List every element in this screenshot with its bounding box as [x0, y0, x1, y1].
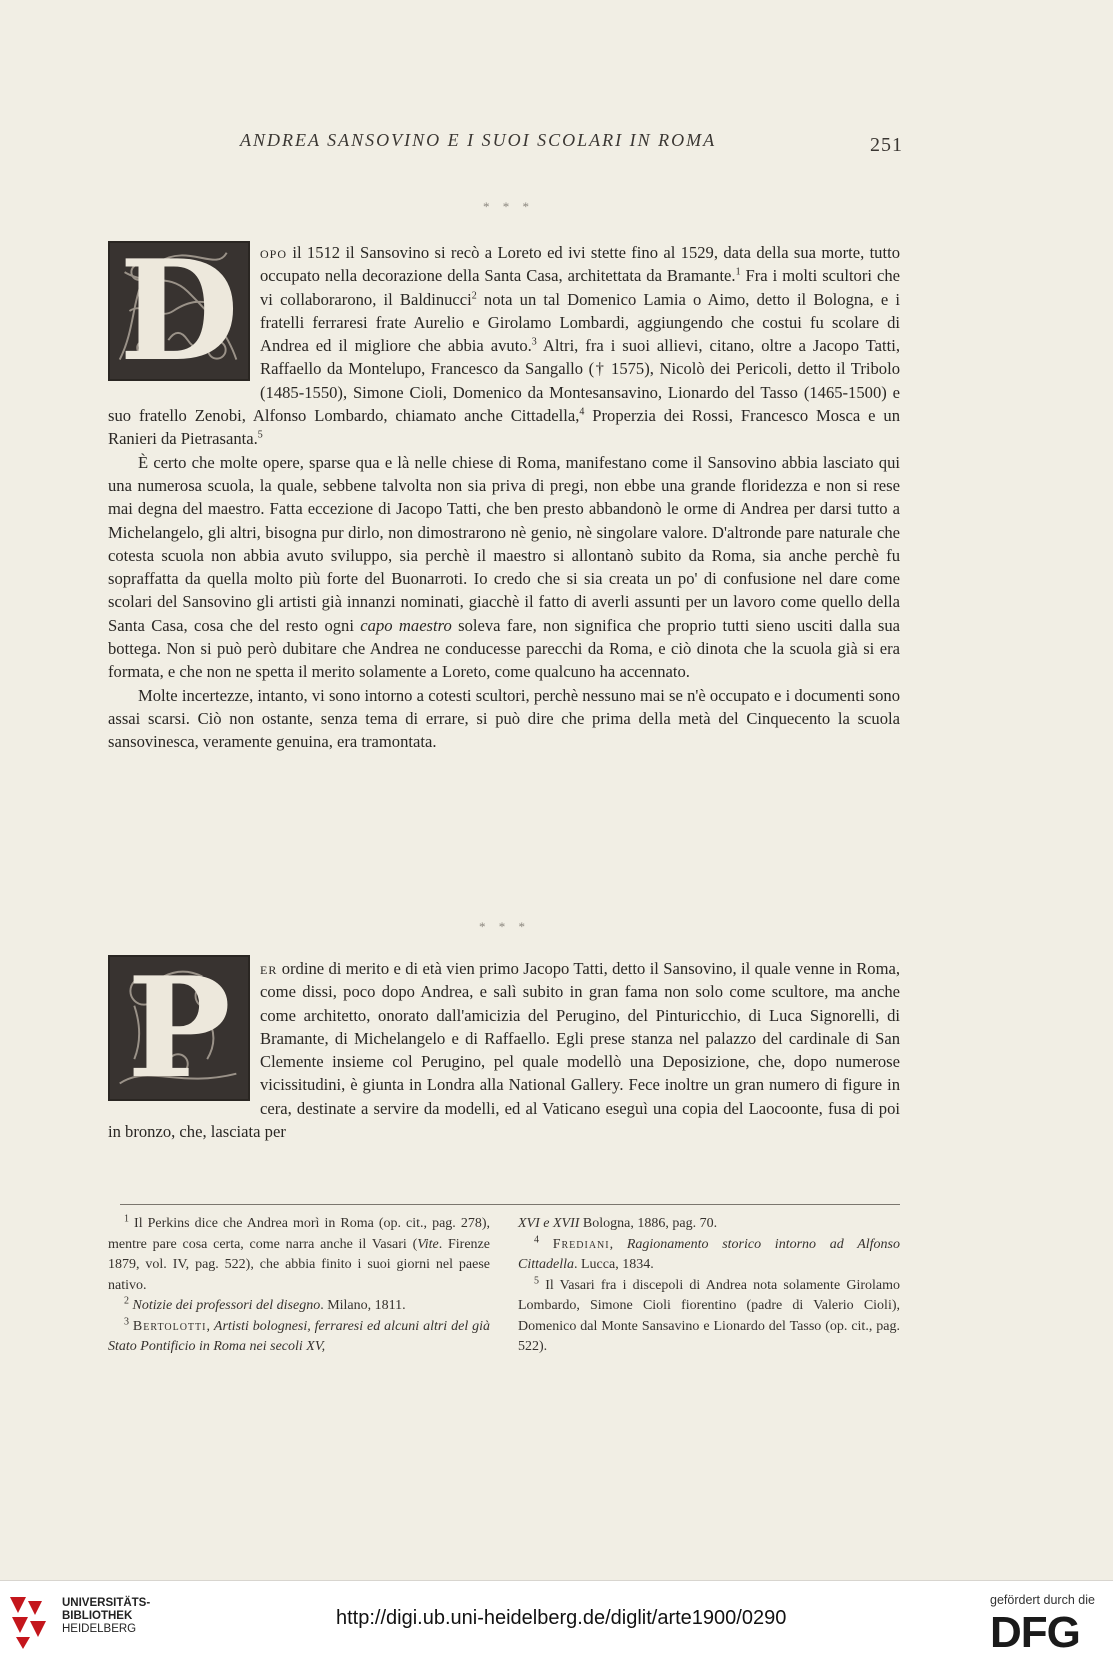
footer-bar: [0, 1580, 1113, 1661]
footnote-ref[interactable]: 2: [471, 290, 477, 302]
paragraph: opo il 1512 il Sansovino si recò a Loreto ed ivi stette fino al 1529, data della sua morte, tutto occupato nella decorazione della Santa Casa, architettata da Bramante.$^1$ Fra i molti scultori che vi collaborarono, il Baldinucci$^2$ nota un tal Domenico Lamia o Aimo, detto il Bologna, e i fratelli ferraresi frate Aurelio e Girolamo Lombardi, aggiungendo che costui fu scolare di Andrea ed il migliore che abbia avuto.$^3$ Altri, fra i suoi allievi, citano, oltre a Jacopo Tatti, Raffaello da Montelupo, Francesco da Sangallo († 1575), Nicolò dei Pericoli, detto il Tribolo (1485-1550), Simone Cioli, Domenico da Montesansavino, Lionardo del Tasso (1465-1500) e suo fratello Zenobi, Alfonso Lombardo, chiamato anche Cittadella,$^4$ Properzia dei Rossi, Francesco Mosca e un Ranieri da Pietrasanta.$^5$: [108, 243, 900, 449]
dfg-logo[interactable]: DFG: [990, 1608, 1080, 1657]
footnote-ref[interactable]: 4: [579, 406, 585, 418]
section-1-text: [108, 241, 900, 754]
section-separator: * * *: [479, 919, 530, 934]
footnote-2: $^2$ Notizie dei professori del disegno. Milano, 1811.: [124, 1295, 406, 1313]
permalink-url[interactable]: http://digi.ub.uni-heidelberg.de/diglit/arte1900/0290: [336, 1607, 787, 1629]
section-2-text: [108, 957, 900, 1143]
footnote-ref[interactable]: 5: [257, 429, 263, 441]
footnote-4: $^4$ Frediani, Ragionamento storico intorno ad Alfonso Cittadella. Lucca, 1834.: [518, 1233, 900, 1272]
paragraph: Molte incertezze, intanto, vi sono intorno a cotesti scultori, perchè nessuno mai se n'è occupato e i documenti sono assai scarsi. Ciò non ostante, senza tema di errare, si può dire che prima della metà del Cinquecento la scuola sansovinesca, veramente genuina, era tramontata.: [108, 685, 900, 752]
footnotes-left-column: [108, 1214, 490, 1358]
paragraph: er ordine di merito e di età vien primo Jacopo Tatti, detto il Sansovino, il quale venne in Roma, come dissi, poco dopo Andrea, e salì subito in gran fama non solo come scultore, ma anche come architetto, onorato dall'amicizia del Perugino, del Pinturicchio, di Luca Signorelli, di Bramante, di Michelangelo e di Raffaello. Egli prese stanza nel palazzo del cardinale di San Clemente insieme col Perugino, pel quale modellò una Deposizione, che, dopo numerose vicissitudini, è giunta in Londra alla National Gallery. Fece inoltre un gran numero di figure in cera, destinate a servire da modelli, ed al Vaticano eseguì una copia del Laocoonte, fusa di poi in bronzo, che, lasciata per: [108, 959, 900, 1142]
footnote-5: $^5$ Il Vasari fra i discepoli di Andrea nota solamente Girolamo Lombardo, Simone Cioli fiorentino (padre di Valerio Cioli), Domenico dal Monte Sansavino e Lionardo del Tasso (op. cit., pag. 522).: [518, 1274, 900, 1354]
footnote-ref[interactable]: 1: [735, 266, 741, 278]
initial-letter-p: P: [127, 955, 231, 1101]
footnotes-right-column: [518, 1214, 900, 1358]
page-number: 251: [870, 134, 903, 156]
library-name: UNIVERSITÄTS- BIBLIOTHEK HEIDELBERG: [62, 1597, 151, 1635]
footnote-divider: [120, 1204, 900, 1205]
footnote-1: $^1$ Il Perkins dice che Andrea morì in Roma (op. cit., pag. 278), mentre pare cosa certa, come narra anche il Vasari (Vite. Firenze 1879, vol. IV, pag. 522), che abbia finito i suoi giorni nel paese nativo.: [108, 1213, 490, 1293]
initial-letter-d: D: [119, 241, 239, 381]
footnote-3: $^3$ Bertolotti, Artisti bolognesi, ferraresi ed alcuni altri del già Stato Pontificio in Roma nei secoli XV,: [108, 1315, 491, 1354]
decorated-initial-p: [108, 955, 250, 1101]
section-separator: * * *: [483, 199, 534, 214]
decorated-initial-d: [108, 241, 250, 381]
university-library-logo-icon[interactable]: [6, 1591, 56, 1651]
funding-label: gefördert durch die: [990, 1593, 1095, 1607]
footnote-3-continued: XVI e XVII Bologna, 1886, pag. 70.: [518, 1216, 718, 1231]
footnote-ref[interactable]: 3: [531, 336, 537, 348]
paragraph: È certo che molte opere, sparse qua e là nelle chiese di Roma, manifestano come il Sansovino abbia lasciato qui una numerosa scuola, la quale, sebbene talvolta non sia priva di pregi, non ebbe una grande floridezza e non si rese mai degna del maestro. Fatta eccezione di Jacopo Tatti, che ben presto abbandonò le orme di Andrea per darsi tutto a Michelangelo, gli altri, bisogna pur dirlo, non dimostrarono nè genio, nè singolare valore. D'altronde pare naturale che cotesta scuola non abbia avuto sviluppo, sia perchè il maestro si allontanò subito da Roma, sia anche perchè fu sopraffatta da quella molto più forte del Buonarroti. Io credo che si sia creata un po' di confusione nel dare come scolari del Sansovino gli artisti già innanzi nominati, giacchè il fatto di averli assunti per un lavoro come quello della Santa Casa, cosa che del resto ogni capo maestro soleva fare, non significa che proprio tutti sieno usciti dalla sua bottega. Non si può però dubitare che Andrea ne conducesse parecchi da Roma, e ciò dinota che la scuola già si era formata, e che non ne spetta il merito solamente a Loreto, come qualcuno ha accennato.: [108, 452, 900, 682]
running-head: ANDREA SANSOVINO E I SUOI SCOLARI IN ROMA: [240, 130, 717, 150]
